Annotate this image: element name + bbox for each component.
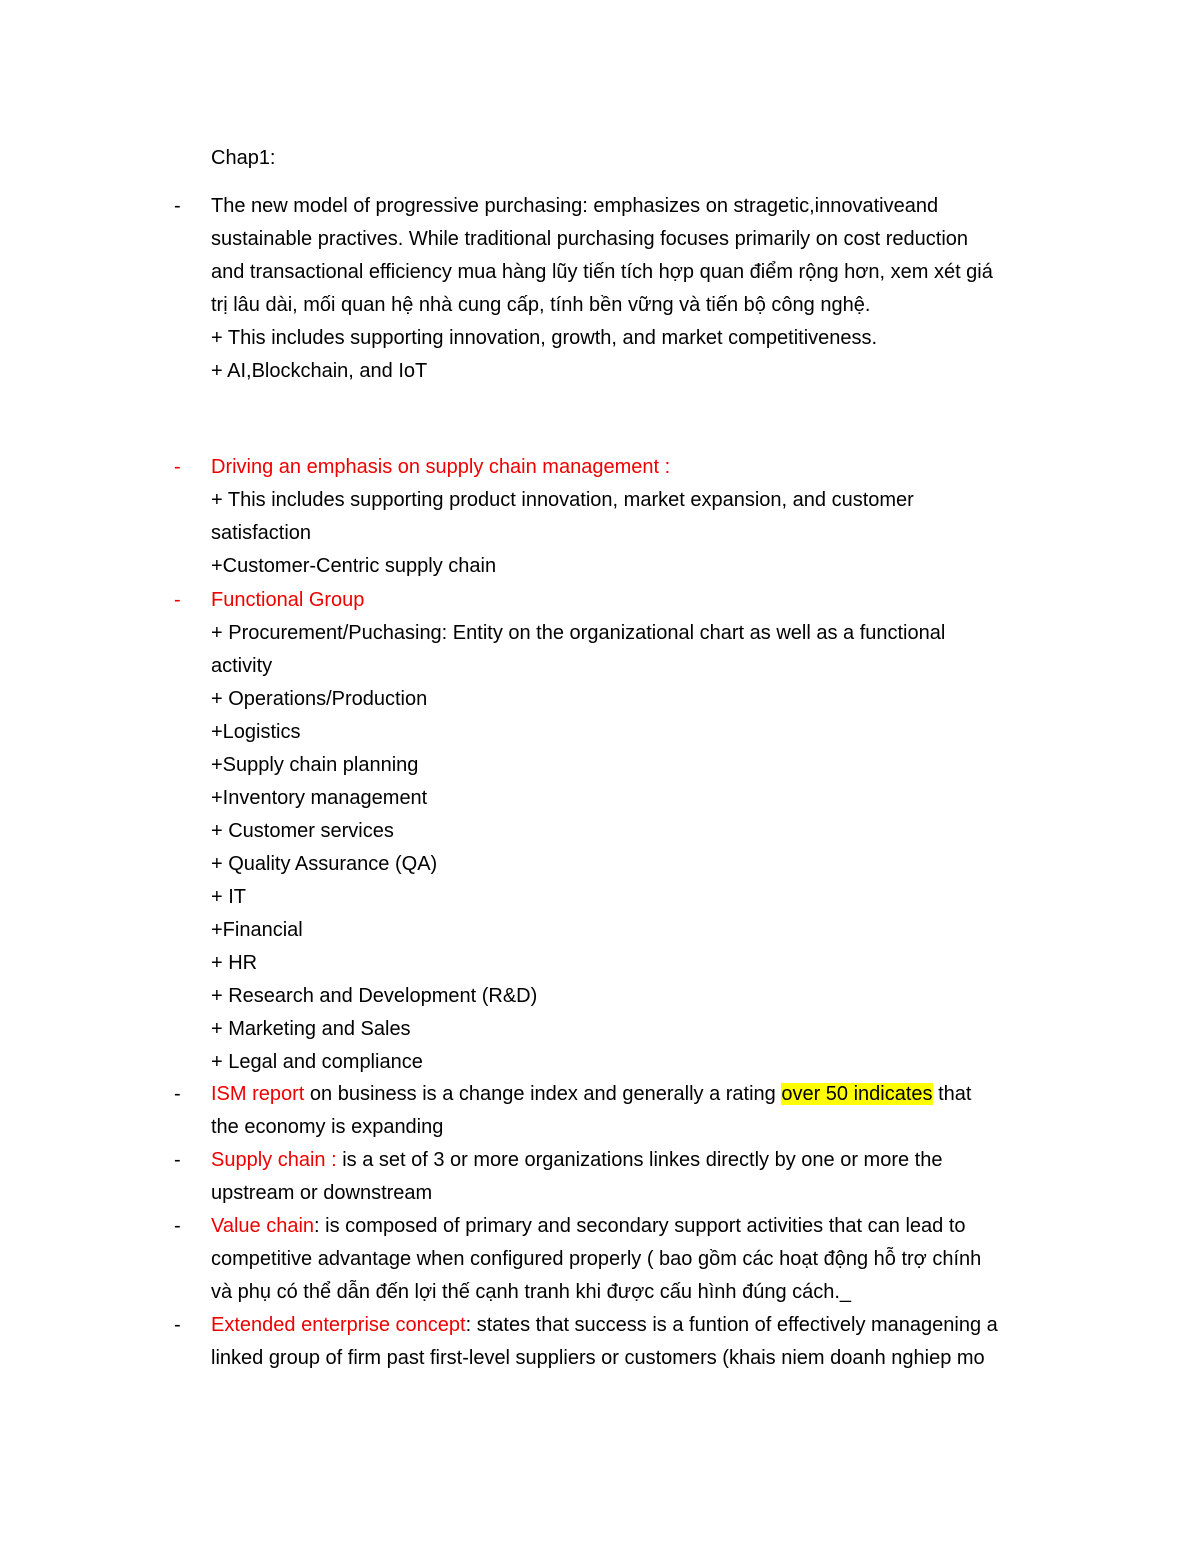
list-item-supply-chain-management [174, 451, 1071, 583]
text-line: sustainable practives. While traditional purchasing focuses primarily on cost reduction [211, 228, 969, 250]
text-line: and transactional efficiency mua hàng lũy tiến tích hợp quan điểm rộng hơn, xem xét giá [211, 261, 993, 283]
text-line: satisfaction [211, 522, 312, 544]
list-item-functional-group [174, 584, 1071, 1079]
text-line: activity [211, 655, 273, 677]
definition-line [211, 1078, 1071, 1111]
term-label: ISM report [211, 1083, 305, 1105]
sub-point: +Logistics [211, 721, 301, 743]
text-line: upstream or downstream [211, 1182, 433, 1204]
definition-line [211, 1309, 1071, 1342]
term-label: Supply chain : [211, 1149, 337, 1171]
sub-point: + IT [211, 886, 247, 908]
text-line: The new model of progressive purchasing: emphasizes on stragetic,innovativeand [211, 195, 939, 217]
definition-text: that [932, 1083, 972, 1105]
definition-text: is a set of 3 or more organizations linkes directly by one or more the [336, 1149, 943, 1171]
bullet-dash: - [174, 1083, 181, 1105]
sub-point: + Operations/Production [211, 688, 428, 710]
text-line: trị lâu dài, mối quan hệ nhà cung cấp, tính bền vững và tiến bộ công nghệ. [211, 294, 871, 316]
section-heading: Functional Group [211, 589, 365, 611]
sub-point: + HR [211, 952, 258, 974]
sub-point: +Customer-Centric supply chain [211, 555, 497, 577]
list-item-progressive-purchasing [174, 190, 1071, 388]
definition-line [211, 1144, 1071, 1177]
definition-line [211, 1210, 1071, 1243]
chapter-title: Chap1: [211, 147, 276, 169]
text-line: the economy is expanding [211, 1116, 444, 1138]
term-label: Extended enterprise concept [211, 1314, 466, 1336]
bullet-dash: - [174, 1215, 181, 1237]
list-item-extended-enterprise [174, 1309, 1071, 1375]
list-item-value-chain [174, 1210, 1071, 1309]
bullet-dash: - [174, 456, 181, 478]
bullet-dash: - [174, 589, 181, 611]
list-item-supply-chain [174, 1144, 1071, 1210]
bullet-dash: - [174, 1314, 181, 1336]
bullet-dash: - [174, 195, 181, 217]
sub-point: + Quality Assurance (QA) [211, 853, 438, 875]
sub-point: +Financial [211, 919, 303, 941]
text-line: competitive advantage when configured properly ( bao gồm các hoạt động hỗ trợ chính [211, 1248, 982, 1270]
text-line: và phụ có thể dẫn đến lợi thế cạnh tranh khi được cấu hình đúng cách._ [211, 1281, 852, 1303]
sub-point: + This includes supporting innovation, growth, and market competitiveness. [211, 327, 878, 349]
sub-point: + This includes supporting product innovation, market expansion, and customer [211, 489, 914, 511]
highlighted-text: over 50 indicates [781, 1083, 933, 1105]
sub-point: + Procurement/Puchasing: Entity on the organizational chart as well as a functional [211, 622, 946, 644]
term-label: Value chain [211, 1215, 315, 1237]
sub-point: + Customer services [211, 820, 394, 842]
sub-point: + Marketing and Sales [211, 1018, 411, 1040]
definition-text: : states that success is a funtion of effectively managening a [465, 1314, 998, 1336]
sub-point: +Supply chain planning [211, 754, 419, 776]
definition-text: on business is a change index and generally a rating [304, 1083, 782, 1105]
sub-point: + Research and Development (R&D) [211, 985, 538, 1007]
sub-point: + Legal and compliance [211, 1051, 423, 1073]
sub-point: + AI,Blockchain, and IoT [211, 360, 428, 382]
section-heading: Driving an emphasis on supply chain management : [211, 456, 671, 478]
definition-text: : is composed of primary and secondary support activities that can lead to [314, 1215, 966, 1237]
sub-point: +Inventory management [211, 787, 428, 809]
list-item-ism-report [174, 1078, 1071, 1144]
text-line: linked group of firm past first-level suppliers or customers (khais niem doanh nghiep mo [211, 1347, 985, 1369]
bullet-dash: - [174, 1149, 181, 1171]
